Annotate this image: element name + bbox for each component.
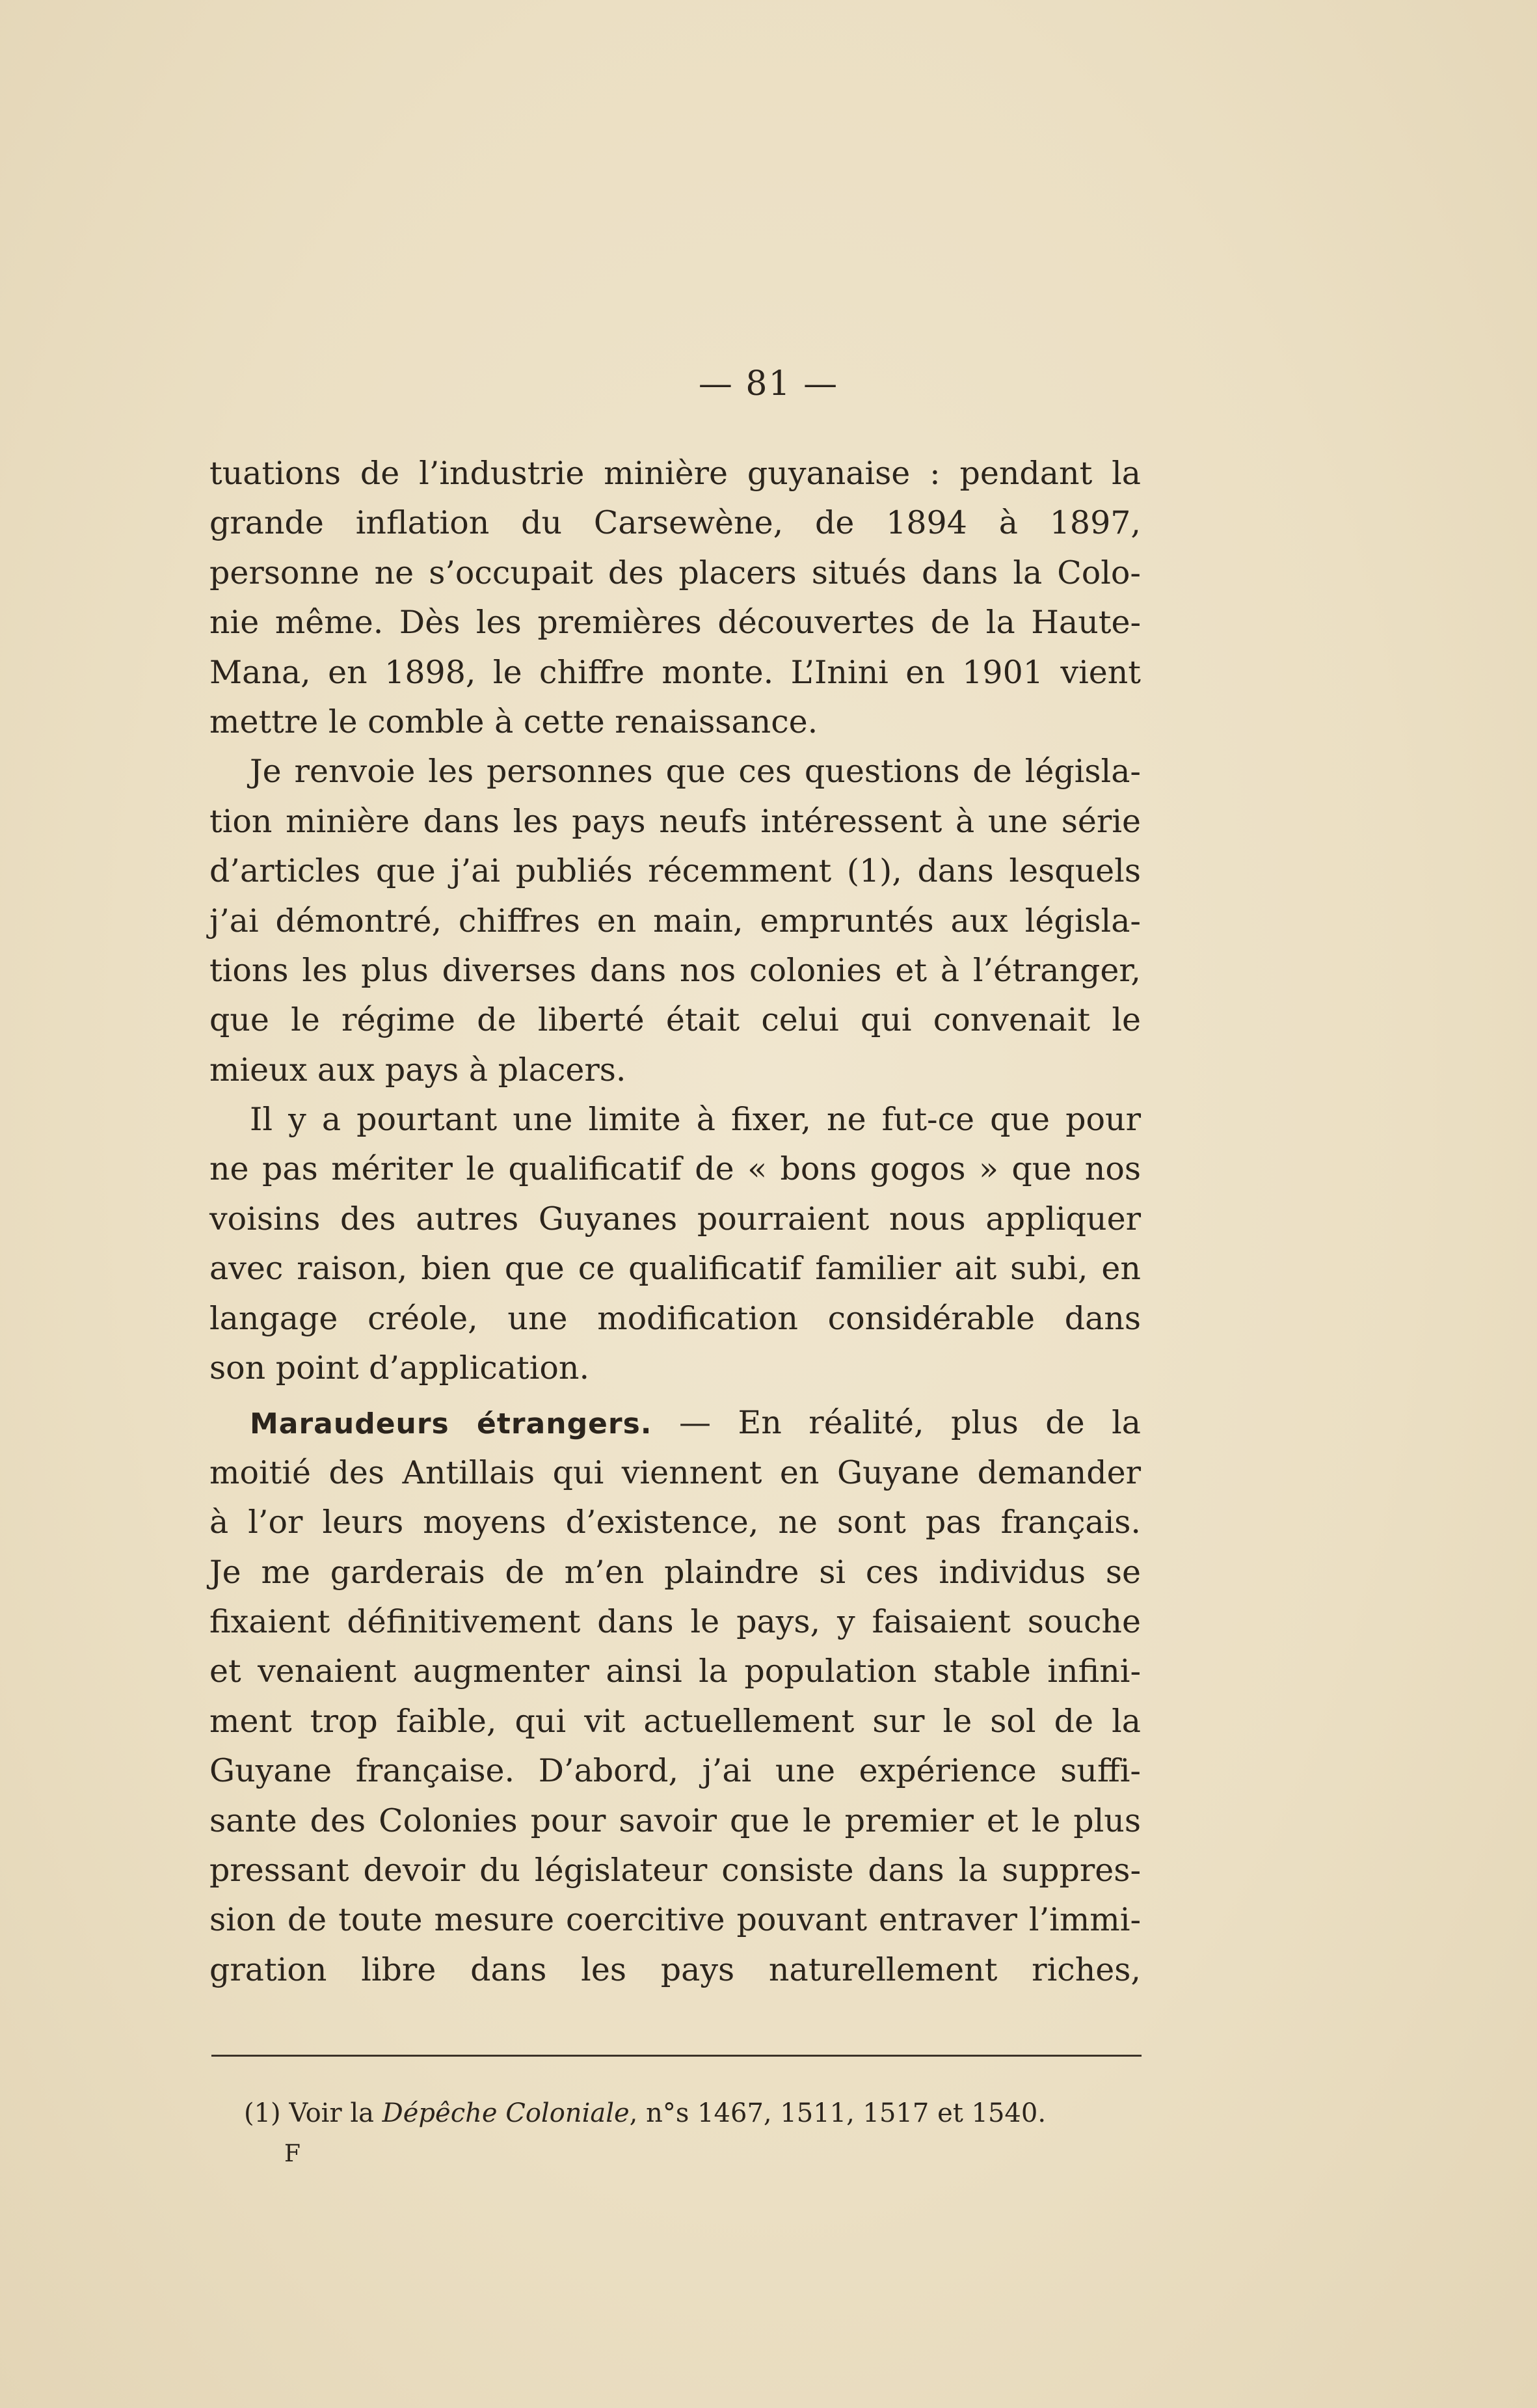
text-line: Je me garderais de m’en plaindre si ces individus se xyxy=(209,1553,1141,1591)
text-line xyxy=(209,1398,1141,1448)
text-line: pressant devoir du législateur consiste dans la suppres- xyxy=(209,1851,1141,1889)
page-number: — 81 — xyxy=(698,364,839,403)
text-line: voisins des autres Guyanes pourraient nous appliquer xyxy=(209,1200,1141,1238)
text-line: mieux aux pays à placers. xyxy=(209,1051,626,1089)
paragraph xyxy=(209,747,1141,1095)
text-line: personne ne s’occupait des placers situés dans la Colo- xyxy=(209,554,1141,591)
paragraph-gap xyxy=(209,1393,1141,1398)
text-line: nie même. Dès les premières découvertes de la Haute- xyxy=(209,604,1141,642)
text-line: gration libre dans les pays naturellement riches, xyxy=(209,1951,1141,1988)
text-line: j’ai démontré, chiffres en main, empruntés aux législa- xyxy=(209,902,1141,940)
text-line: que le régime de liberté était celui qui convenait le xyxy=(209,1001,1141,1039)
footnote-italic-title: Dépêche Coloniale xyxy=(382,2098,630,2128)
text-line: Je renvoie les personnes que ces questions de législa- xyxy=(250,753,1141,791)
signature-mark: F xyxy=(284,2141,302,2167)
paragraph xyxy=(209,449,1141,747)
text-line: Il y a pourtant une limite à fixer, ne fut-ce que pour xyxy=(250,1101,1141,1139)
text-line: sante des Colonies pour savoir que le premier et le plus xyxy=(209,1802,1141,1839)
footnote-text: Voir la xyxy=(280,2098,382,2128)
footnote-marker: (1) xyxy=(244,2098,281,2128)
text-line: Mana, en 1898, le chiffre monte. L’Inini en 1901 vient xyxy=(209,653,1141,691)
footnote-text: , n°s 1467, 1511, 1517 et 1540. xyxy=(629,2098,1047,2128)
body-text xyxy=(209,449,1141,1995)
text-line: ment trop faible, qui vit actuellement sur le sol de la xyxy=(209,1702,1141,1740)
text-line: fixaient définitivement dans le pays, y faisaient souche xyxy=(209,1603,1141,1640)
text-line: son point d’application. xyxy=(209,1349,590,1387)
paragraph xyxy=(209,1398,1141,1995)
text-line: tions les plus diverses dans nos colonies et à l’étranger, xyxy=(209,951,1141,989)
text-line: grande inflation du Carsewène, de 1894 à 1897, xyxy=(209,504,1141,542)
text-line: tuations de l’industrie minière guyanaise : pendant la xyxy=(209,455,1141,492)
text-line: d’articles que j’ai publiés récemment (1), dans lesquels xyxy=(209,852,1141,890)
text-line: Guyane française. D’abord, j’ai une expérience suffi- xyxy=(209,1752,1141,1790)
text-line: langage créole, une modification considérable dans xyxy=(209,1299,1141,1337)
text-line: mettre le comble à cette renaissance. xyxy=(209,703,818,740)
text-run: — En réalité, plus de la xyxy=(652,1404,1142,1442)
text-line: avec raison, bien que ce qualificatif familier ait subi, en xyxy=(209,1250,1141,1288)
footnote-rule xyxy=(211,2055,1142,2057)
text-line: ne pas mériter le qualificatif de « bons gogos » que nos xyxy=(209,1150,1141,1188)
text-line: et venaient augmenter ainsi la population stable infini- xyxy=(209,1653,1141,1690)
footnote xyxy=(244,2098,1046,2128)
text-line: moitié des Antillais qui viennent en Guyane demander xyxy=(209,1454,1141,1491)
text-line: à l’or leurs moyens d’existence, ne sont pas français. xyxy=(209,1504,1141,1541)
section-heading: Maraudeurs étrangers. xyxy=(250,1407,652,1441)
text-line: tion minière dans les pays neufs intéressent à une série xyxy=(209,802,1141,840)
text-line: sion de toute mesure coercitive pouvant entraver l’immi- xyxy=(209,1901,1141,1939)
paragraph xyxy=(209,1095,1141,1393)
